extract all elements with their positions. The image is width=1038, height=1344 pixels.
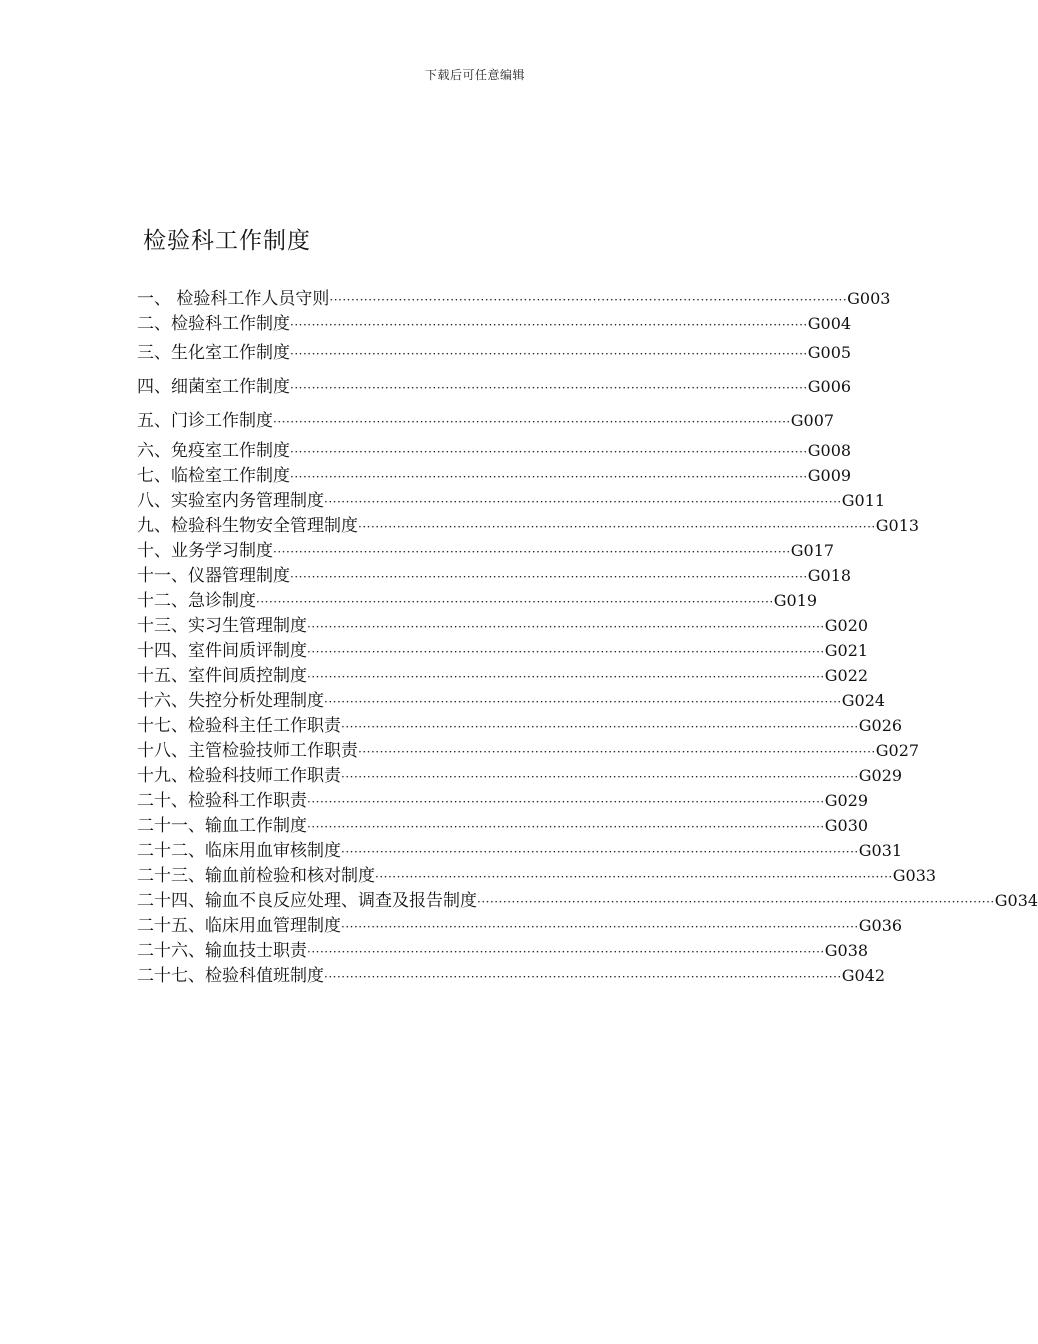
toc-entry[interactable] xyxy=(137,488,886,513)
toc-entry-title: 一、 检验科工作人员守则 xyxy=(137,289,330,309)
toc-entry-page: G042 xyxy=(841,966,886,985)
toc-entry-title: 二十五、临床用血管理制度 xyxy=(137,916,341,936)
toc-entry-page: G021 xyxy=(824,641,869,660)
toc-entry-title: 十三、实习生管理制度 xyxy=(137,616,307,636)
toc-dot-leader: ························································································································ xyxy=(375,870,893,884)
toc-dot-leader: ························································································································ xyxy=(307,645,825,659)
toc-entry[interactable] xyxy=(137,938,869,963)
toc-entry-page: G018 xyxy=(807,566,852,585)
toc-entry-page: G006 xyxy=(807,377,852,396)
toc-entry[interactable] xyxy=(137,788,869,813)
toc-entry[interactable] xyxy=(137,463,852,488)
toc-entry-title: 二十、检验科工作职责 xyxy=(137,791,307,811)
toc-entry-title: 三、生化室工作制度 xyxy=(137,343,290,363)
toc-entry-page: G034 xyxy=(994,891,1038,910)
toc-entry[interactable] xyxy=(137,638,869,663)
toc-entry[interactable] xyxy=(137,336,852,370)
toc-dot-leader: ························································································································ xyxy=(324,695,842,709)
toc-entry-page: G029 xyxy=(824,791,869,810)
toc-entry-page: G005 xyxy=(807,343,852,362)
toc-entry-title: 二十六、输血技士职责 xyxy=(137,941,307,961)
toc-entry[interactable] xyxy=(137,311,852,336)
toc-dot-leader: ························································································································ xyxy=(307,620,825,634)
toc-dot-leader: ························································································································ xyxy=(341,845,859,859)
toc-entry-title: 五、门诊工作制度 xyxy=(137,411,273,431)
toc-entry-page: G031 xyxy=(858,841,903,860)
toc-entry-page: G007 xyxy=(790,411,835,430)
toc-entry-page: G036 xyxy=(858,916,903,935)
toc-entry-page: G024 xyxy=(841,691,886,710)
toc-entry[interactable] xyxy=(137,763,903,788)
toc-entry-title: 十六、失控分析处理制度 xyxy=(137,691,324,711)
toc-dot-leader: ························································································································ xyxy=(290,570,808,584)
page-header: 下载后可任意编辑 xyxy=(424,68,525,82)
toc-dot-leader: ························································································································ xyxy=(273,415,791,429)
toc-dot-leader: ························································································································ xyxy=(307,795,825,809)
toc-entry[interactable] xyxy=(137,663,869,688)
toc-dot-leader: ························································································································ xyxy=(290,445,808,459)
toc-dot-leader: ························································································································ xyxy=(273,545,791,559)
toc-entry-page: G009 xyxy=(807,466,852,485)
toc-entry[interactable] xyxy=(137,888,1038,913)
toc-entry[interactable] xyxy=(137,813,869,838)
toc-entry[interactable] xyxy=(137,738,920,763)
toc-dot-leader: ························································································································ xyxy=(307,945,825,959)
toc-entry-title: 十五、室件间质控制度 xyxy=(137,666,307,686)
toc-entry-page: G003 xyxy=(847,289,891,308)
toc-entry[interactable] xyxy=(137,404,835,438)
toc-entry[interactable] xyxy=(137,513,920,538)
document-title: 检验科工作制度 xyxy=(143,228,311,254)
toc-entry-title: 二十七、检验科值班制度 xyxy=(137,966,324,986)
toc-dot-leader: ························································································································ xyxy=(341,920,859,934)
toc-dot-leader: ························································································································ xyxy=(329,293,848,307)
toc-entry[interactable] xyxy=(137,963,886,988)
toc-entry-page: G033 xyxy=(892,866,937,885)
toc-entry[interactable] xyxy=(137,863,937,888)
toc-entry-page: G008 xyxy=(807,441,852,460)
toc-entry[interactable] xyxy=(137,588,818,613)
toc-entry-title: 十、业务学习制度 xyxy=(137,541,273,561)
toc-entry[interactable] xyxy=(137,438,852,463)
toc-entry-page: G022 xyxy=(824,666,869,685)
toc-entry[interactable] xyxy=(137,713,903,738)
toc-entry-title: 十七、检验科主任工作职责 xyxy=(137,716,341,736)
toc-dot-leader: ························································································································ xyxy=(358,520,876,534)
toc-dot-leader: ························································································································ xyxy=(256,595,774,609)
toc-dot-leader: ························································································································ xyxy=(477,895,995,909)
toc-entry[interactable] xyxy=(137,688,886,713)
toc-dot-leader: ························································································································ xyxy=(341,720,859,734)
toc-entry-title: 六、免疫室工作制度 xyxy=(137,441,290,461)
toc-entry-title: 十一、仪器管理制度 xyxy=(137,566,290,586)
toc-dot-leader: ························································································································ xyxy=(290,347,808,361)
toc-dot-leader: ························································································································ xyxy=(324,970,842,984)
toc-entry[interactable] xyxy=(137,913,903,938)
toc-entry[interactable] xyxy=(137,838,903,863)
toc-dot-leader: ························································································································ xyxy=(358,745,876,759)
toc-entry-title: 二十四、输血不良反应处理、调查及报告制度 xyxy=(137,891,477,911)
toc-dot-leader: ························································································································ xyxy=(290,318,808,332)
toc-entry[interactable] xyxy=(137,613,869,638)
toc-entry[interactable] xyxy=(137,563,852,588)
toc-entry-page: G019 xyxy=(773,591,818,610)
toc-dot-leader: ························································································································ xyxy=(307,670,825,684)
toc-entry[interactable] xyxy=(137,370,852,404)
toc-entry-title: 七、临检室工作制度 xyxy=(137,466,290,486)
toc-entry-title: 八、实验室内务管理制度 xyxy=(137,491,324,511)
toc-entry-page: G030 xyxy=(824,816,869,835)
toc-entry-page: G013 xyxy=(875,516,920,535)
toc-entry-title: 二十一、输血工作制度 xyxy=(137,816,307,836)
toc-dot-leader: ························································································································ xyxy=(290,470,808,484)
toc-entry-title: 二、检验科工作制度 xyxy=(137,314,290,334)
toc-entry-title: 十八、主管检验技师工作职责 xyxy=(137,741,358,761)
toc-entry-page: G038 xyxy=(824,941,869,960)
toc-entry-page: G029 xyxy=(858,766,903,785)
toc-entry-title: 十四、室件间质评制度 xyxy=(137,641,307,661)
toc-entry-title: 二十二、临床用血审核制度 xyxy=(137,841,341,861)
toc-entry-page: G017 xyxy=(790,541,835,560)
toc-entry-title: 十九、检验科技师工作职责 xyxy=(137,766,341,786)
toc-dot-leader: ························································································································ xyxy=(324,495,842,509)
toc-entry-page: G027 xyxy=(875,741,920,760)
toc-entry-page: G026 xyxy=(858,716,903,735)
toc-entry-title: 十二、急诊制度 xyxy=(137,591,256,611)
toc-entry-title: 九、检验科生物安全管理制度 xyxy=(137,516,358,536)
table-of-contents xyxy=(137,286,1038,988)
toc-dot-leader: ························································································································ xyxy=(290,381,808,395)
toc-entry-title: 四、细菌室工作制度 xyxy=(137,377,290,397)
toc-entry-title: 二十三、输血前检验和核对制度 xyxy=(137,866,375,886)
toc-entry-page: G011 xyxy=(841,491,886,510)
toc-dot-leader: ························································································································ xyxy=(341,770,859,784)
toc-entry-page: G004 xyxy=(807,314,852,333)
toc-entry[interactable] xyxy=(137,538,835,563)
toc-dot-leader: ························································································································ xyxy=(307,820,825,834)
toc-entry-page: G020 xyxy=(824,616,869,635)
toc-entry[interactable] xyxy=(137,286,891,311)
